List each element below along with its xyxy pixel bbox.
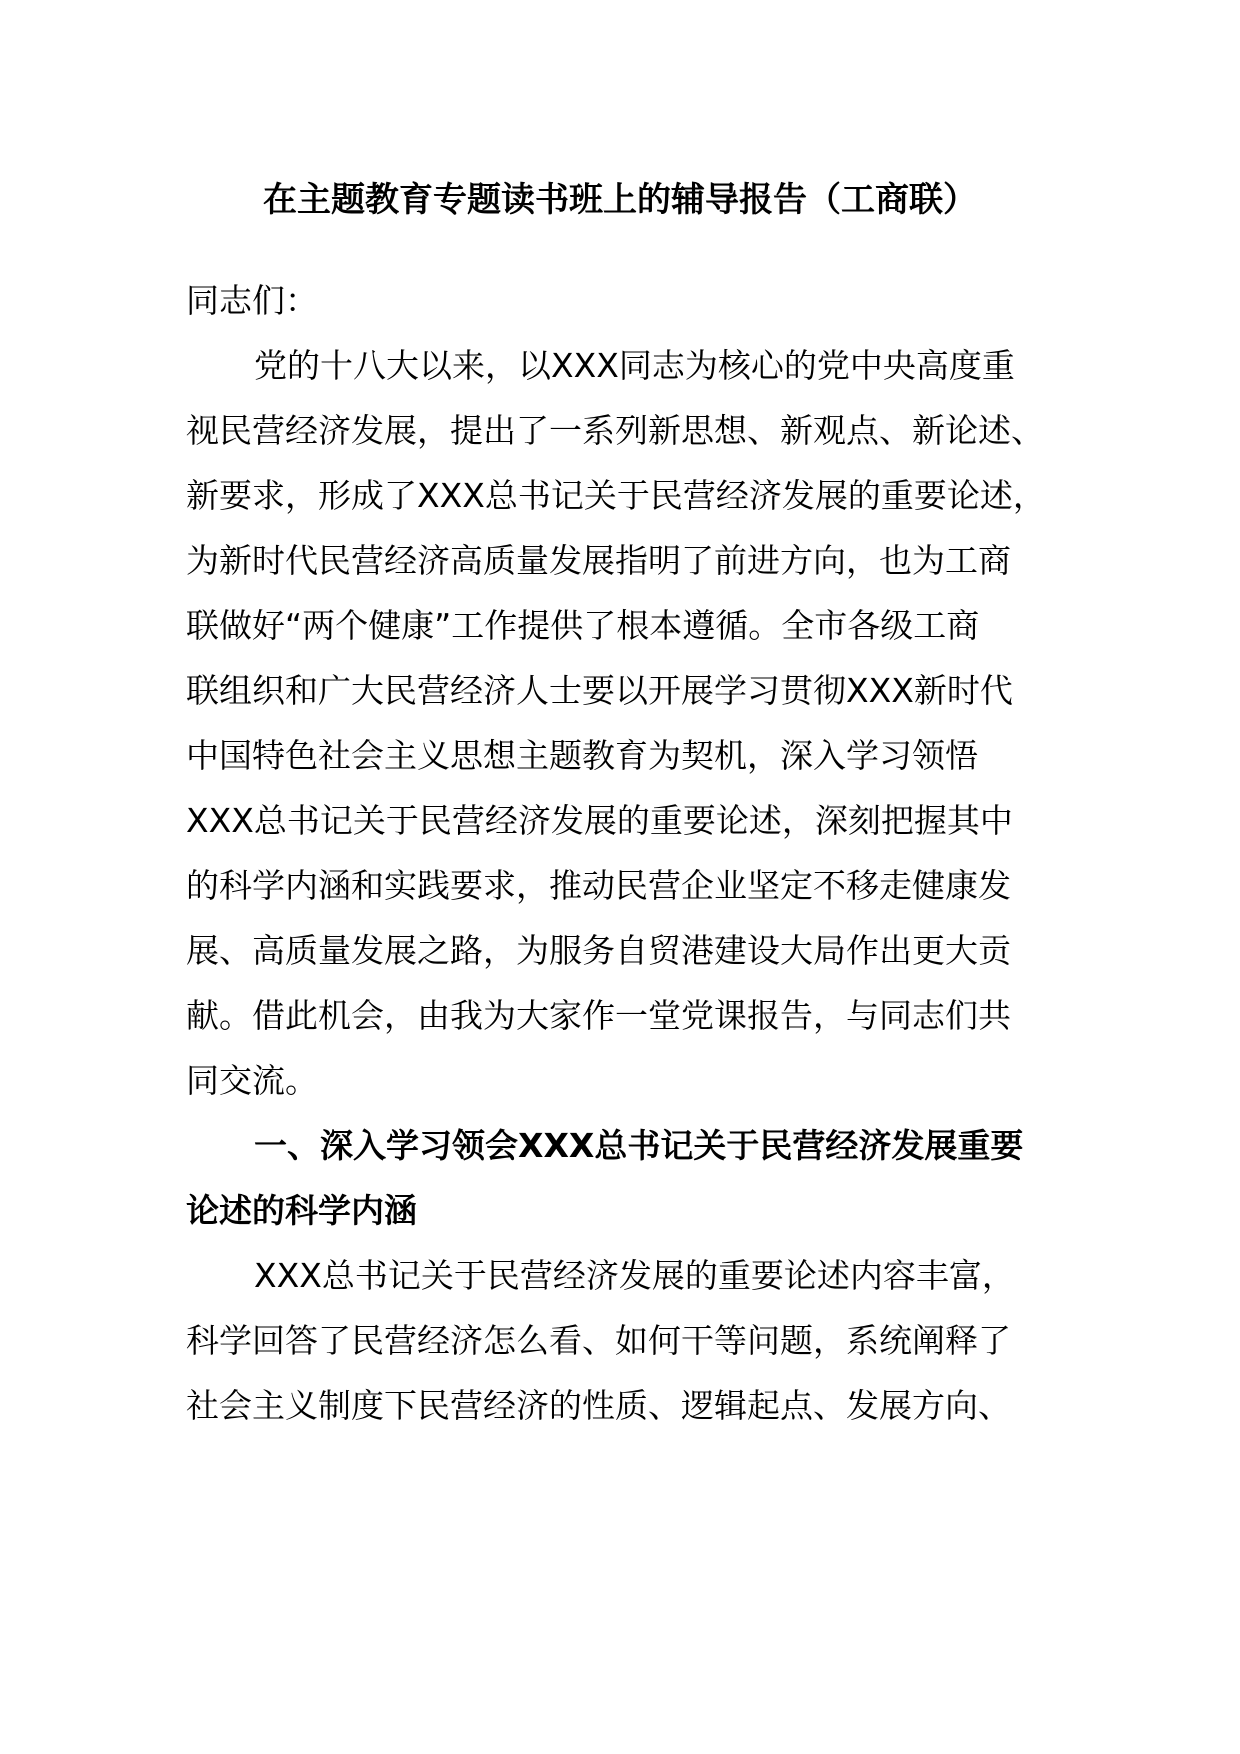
text-line: 科学回答了民营经济怎么看、如何干等问题，系统阐释了: [186, 1321, 1011, 1360]
text-line: 视民营经济发展，提出了一系列新思想、新观点、新论述、: [186, 411, 1044, 450]
salutation: 同志们：: [186, 281, 318, 320]
text-line: 中国特色社会主义思想主题教育为契机，深入学习领悟: [186, 736, 978, 775]
section-heading: 一、深入学习领会XXX总书记关于民营经济发展重要: [254, 1126, 1024, 1165]
text-line: 的科学内涵和实践要求，推动民营企业坚定不移走健康发: [186, 866, 1011, 905]
text-line: 为新时代民营经济高质量发展指明了前进方向，也为工商: [186, 541, 1011, 580]
text-line: 社会主义制度下民营经济的性质、逻辑起点、发展方向、: [186, 1386, 1011, 1425]
text-line: XXX总书记关于民营经济发展的重要论述内容丰富，: [254, 1256, 1015, 1295]
text-line: 联组织和广大民营经济人士要以开展学习贯彻XXX新时代: [186, 671, 1013, 710]
text-line: 党的十八大以来，以XXX同志为核心的党中央高度重: [254, 346, 1015, 385]
text-line: 同交流。: [186, 1061, 318, 1100]
document-title: 在主题教育专题读书班上的辅导报告（工商联）: [263, 180, 977, 220]
text-line: 展、高质量发展之路，为服务自贸港建设大局作出更大贡: [186, 931, 1011, 970]
document-body: [186, 268, 1066, 1438]
text-line: 献。借此机会，由我为大家作一堂党课报告，与同志们共: [186, 996, 1011, 1035]
text-line: 新要求，形成了XXX总书记关于民营经济发展的重要论述，: [186, 476, 1046, 515]
text-line: 联做好“两个健康”工作提供了根本遵循。全市各级工商: [186, 606, 980, 645]
text-line: XXX总书记关于民营经济发展的重要论述，深刻把握其中: [186, 801, 1013, 840]
section-heading: 论述的科学内涵: [186, 1191, 417, 1230]
